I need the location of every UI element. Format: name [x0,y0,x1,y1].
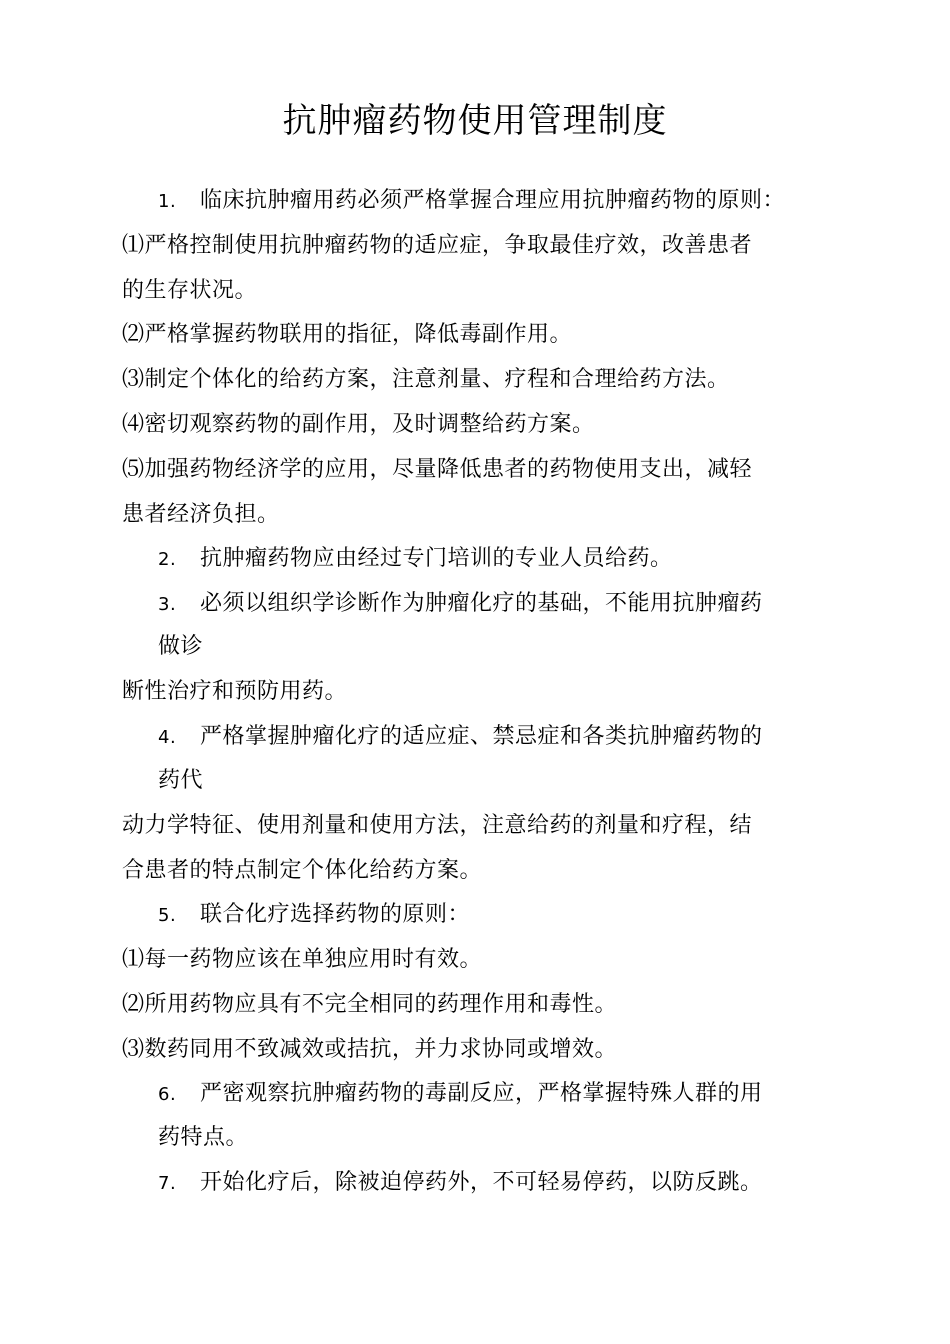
item-text: 严格掌握肿瘤化疗的适应症、禁忌症和各类抗肿瘤药物的 [200,724,763,749]
item-text: 必须以组织学诊断作为肿瘤化疗的基础，不能用抗肿瘤药 [200,591,763,616]
item-number: 4. [158,727,177,748]
item-number: 7. [158,1173,177,1194]
sub-item-1-1: ⑴严格控制使用抗肿瘤药物的适应症，争取最佳疗效，改善患者 [122,233,753,258]
sub-item-5-1: ⑴每一药物应该在单独应用时有效。 [122,947,483,972]
item-number: 3. [158,594,177,615]
item-number: 1. [158,191,177,212]
sub-item-5-2: ⑵所用药物应具有不完全相同的药理作用和毒性。 [122,992,618,1017]
item-text: 开始化疗后，除被迫停药外，不可轻易停药，以防反跳。 [200,1170,763,1195]
list-item-4 [158,722,763,753]
sub-item-1-5-continued: 患者经济负担。 [122,502,280,527]
item-text: 严密观察抗肿瘤药物的毒副反应，严格掌握特殊人群的用 [200,1081,763,1106]
list-item-6 [158,1079,763,1110]
sub-item-5-3: ⑶数药同用不致减效或拮抗，并力求协同或增效。 [122,1037,618,1062]
list-item-5 [158,900,470,931]
list-item-4-continued: 动力学特征、使用剂量和使用方法，注意给药的剂量和疗程，结 [122,813,753,838]
list-item-7 [158,1168,763,1199]
item-number: 5. [158,905,177,926]
list-item-3-wrap: 做诊 [158,634,204,659]
item-text: 抗肿瘤药物应由经过专门培训的专业人员给药。 [200,546,673,571]
sub-item-1-5: ⑸加强药物经济学的应用，尽量降低患者的药物使用支出，减轻 [122,457,753,482]
document-title: 抗肿瘤药物使用管理制度 [282,101,668,141]
list-item-4-wrap: 药代 [158,768,204,793]
list-item-1 [158,186,785,217]
list-item-4-continued-2: 合患者的特点制定个体化给药方案。 [122,858,483,883]
list-item-2 [158,544,673,575]
item-number: 6. [158,1084,177,1105]
sub-item-1-2: ⑵严格掌握药物联用的指征，降低毒副作用。 [122,322,573,347]
list-item-3-continued: 断性治疗和预防用药。 [122,679,348,704]
sub-item-1-1-continued: 的生存状况。 [122,278,258,303]
item-text: 联合化疗选择药物的原则： [200,902,471,927]
list-item-6-wrap: 药特点。 [158,1125,249,1150]
item-text: 临床抗肿瘤用药必须严格掌握合理应用抗肿瘤药物的原则： [200,188,786,213]
sub-item-1-4: ⑷密切观察药物的副作用，及时调整给药方案。 [122,412,595,437]
list-item-3 [158,589,763,620]
item-number: 2. [158,549,177,570]
sub-item-1-3: ⑶制定个体化的给药方案，注意剂量、疗程和合理给药方法。 [122,367,730,392]
